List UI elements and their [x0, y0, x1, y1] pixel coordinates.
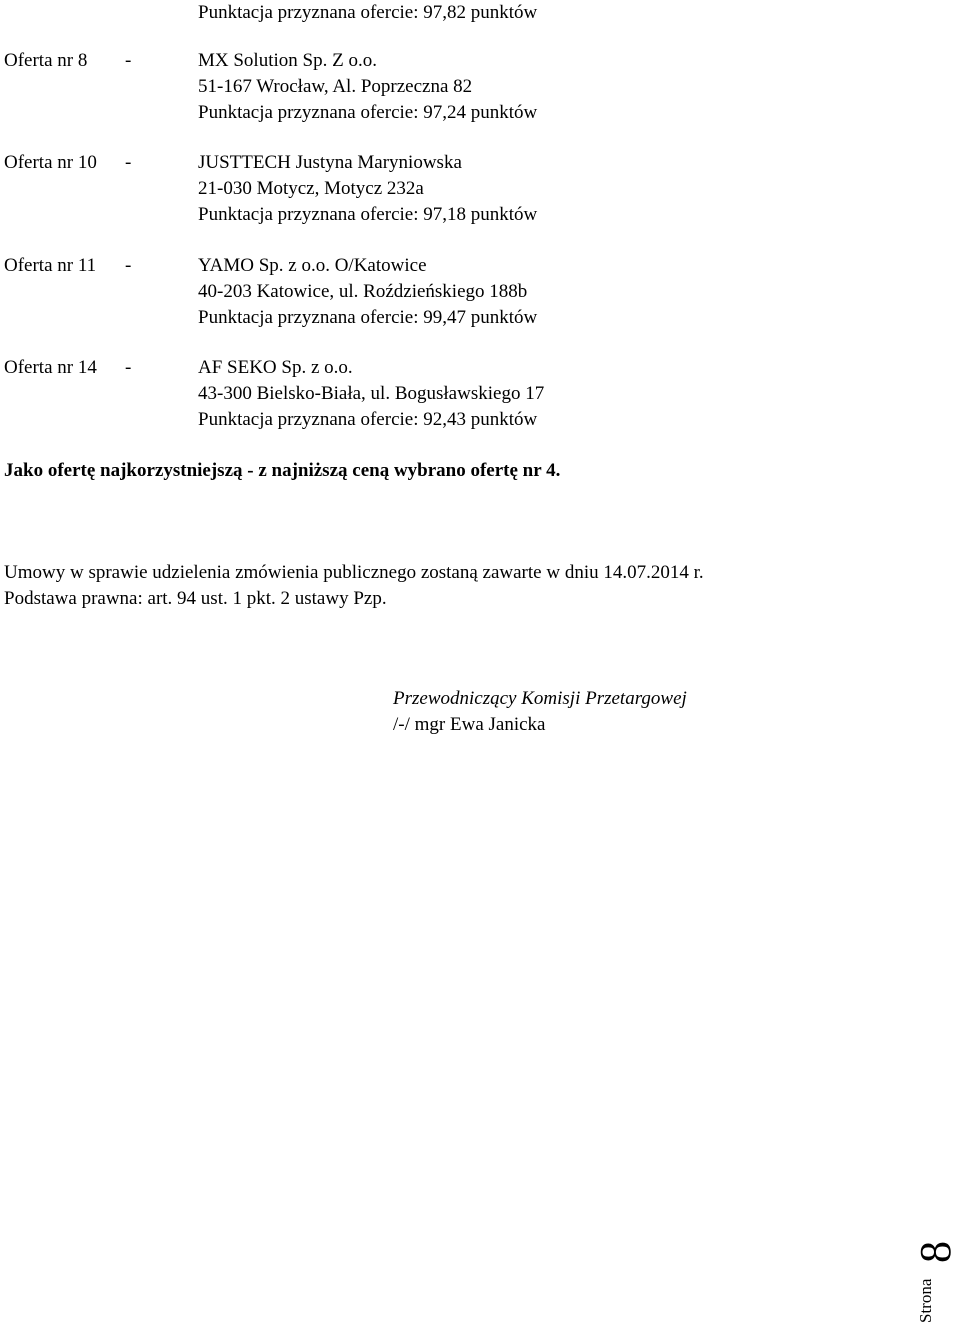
offer-address: 21-030 Motycz, Motycz 232a — [198, 178, 424, 199]
offer-company: MX Solution Sp. Z o.o. — [198, 50, 377, 71]
page-number: 8 — [911, 1241, 960, 1263]
offer-address: 51-167 Wrocław, Al. Poprzeczna 82 — [198, 76, 473, 97]
offer-label: Oferta nr 14 — [4, 357, 97, 378]
offer-address: 40-203 Katowice, ul. Roździeńskiego 188b — [198, 281, 528, 302]
offer-score-previous: Punktacja przyznana ofercie: 97,82 punktów — [198, 2, 538, 23]
offer-label: Oferta nr 8 — [4, 50, 88, 71]
offer-company: AF SEKO Sp. z o.o. — [198, 357, 353, 378]
offer-score: Punktacja przyznana ofercie: 97,18 punktów — [198, 204, 538, 225]
page-label: Strona — [916, 1278, 935, 1323]
offer-score: Punktacja przyznana ofercie: 92,43 punktów — [198, 409, 538, 430]
contract-date-line: Umowy w sprawie udzielenia zmówienia publicznego zostaną zawarte w dniu 14.07.2014 r. — [4, 562, 704, 583]
signature-name: /-/ mgr Ewa Janicka — [393, 714, 546, 735]
offer-score: Punktacja przyznana ofercie: 97,24 punktów — [198, 102, 538, 123]
offer-label: Oferta nr 11 — [4, 255, 97, 276]
offer-score: Punktacja przyznana ofercie: 99,47 punktów — [198, 307, 538, 328]
offer-dash: - — [125, 255, 132, 276]
legal-basis-line: Podstawa prawna: art. 94 ust. 1 pkt. 2 ustawy Pzp. — [4, 588, 387, 609]
offer-dash: - — [125, 152, 132, 173]
offer-company: YAMO Sp. z o.o. O/Katowice — [198, 255, 427, 276]
offer-dash: - — [125, 357, 132, 378]
offer-address: 43-300 Bielsko-Biała, ul. Bogusławskiego 17 — [198, 383, 545, 404]
offer-label: Oferta nr 10 — [4, 152, 97, 173]
page-footer — [911, 1233, 960, 1323]
selection-statement: Jako ofertę najkorzystniejszą - z najniższą ceną wybrano ofertę nr 4. — [4, 460, 561, 481]
offer-dash: - — [125, 50, 132, 71]
offer-company: JUSTTECH Justyna Maryniowska — [198, 152, 462, 173]
signature-title: Przewodniczący Komisji Przetargowej — [393, 688, 687, 709]
